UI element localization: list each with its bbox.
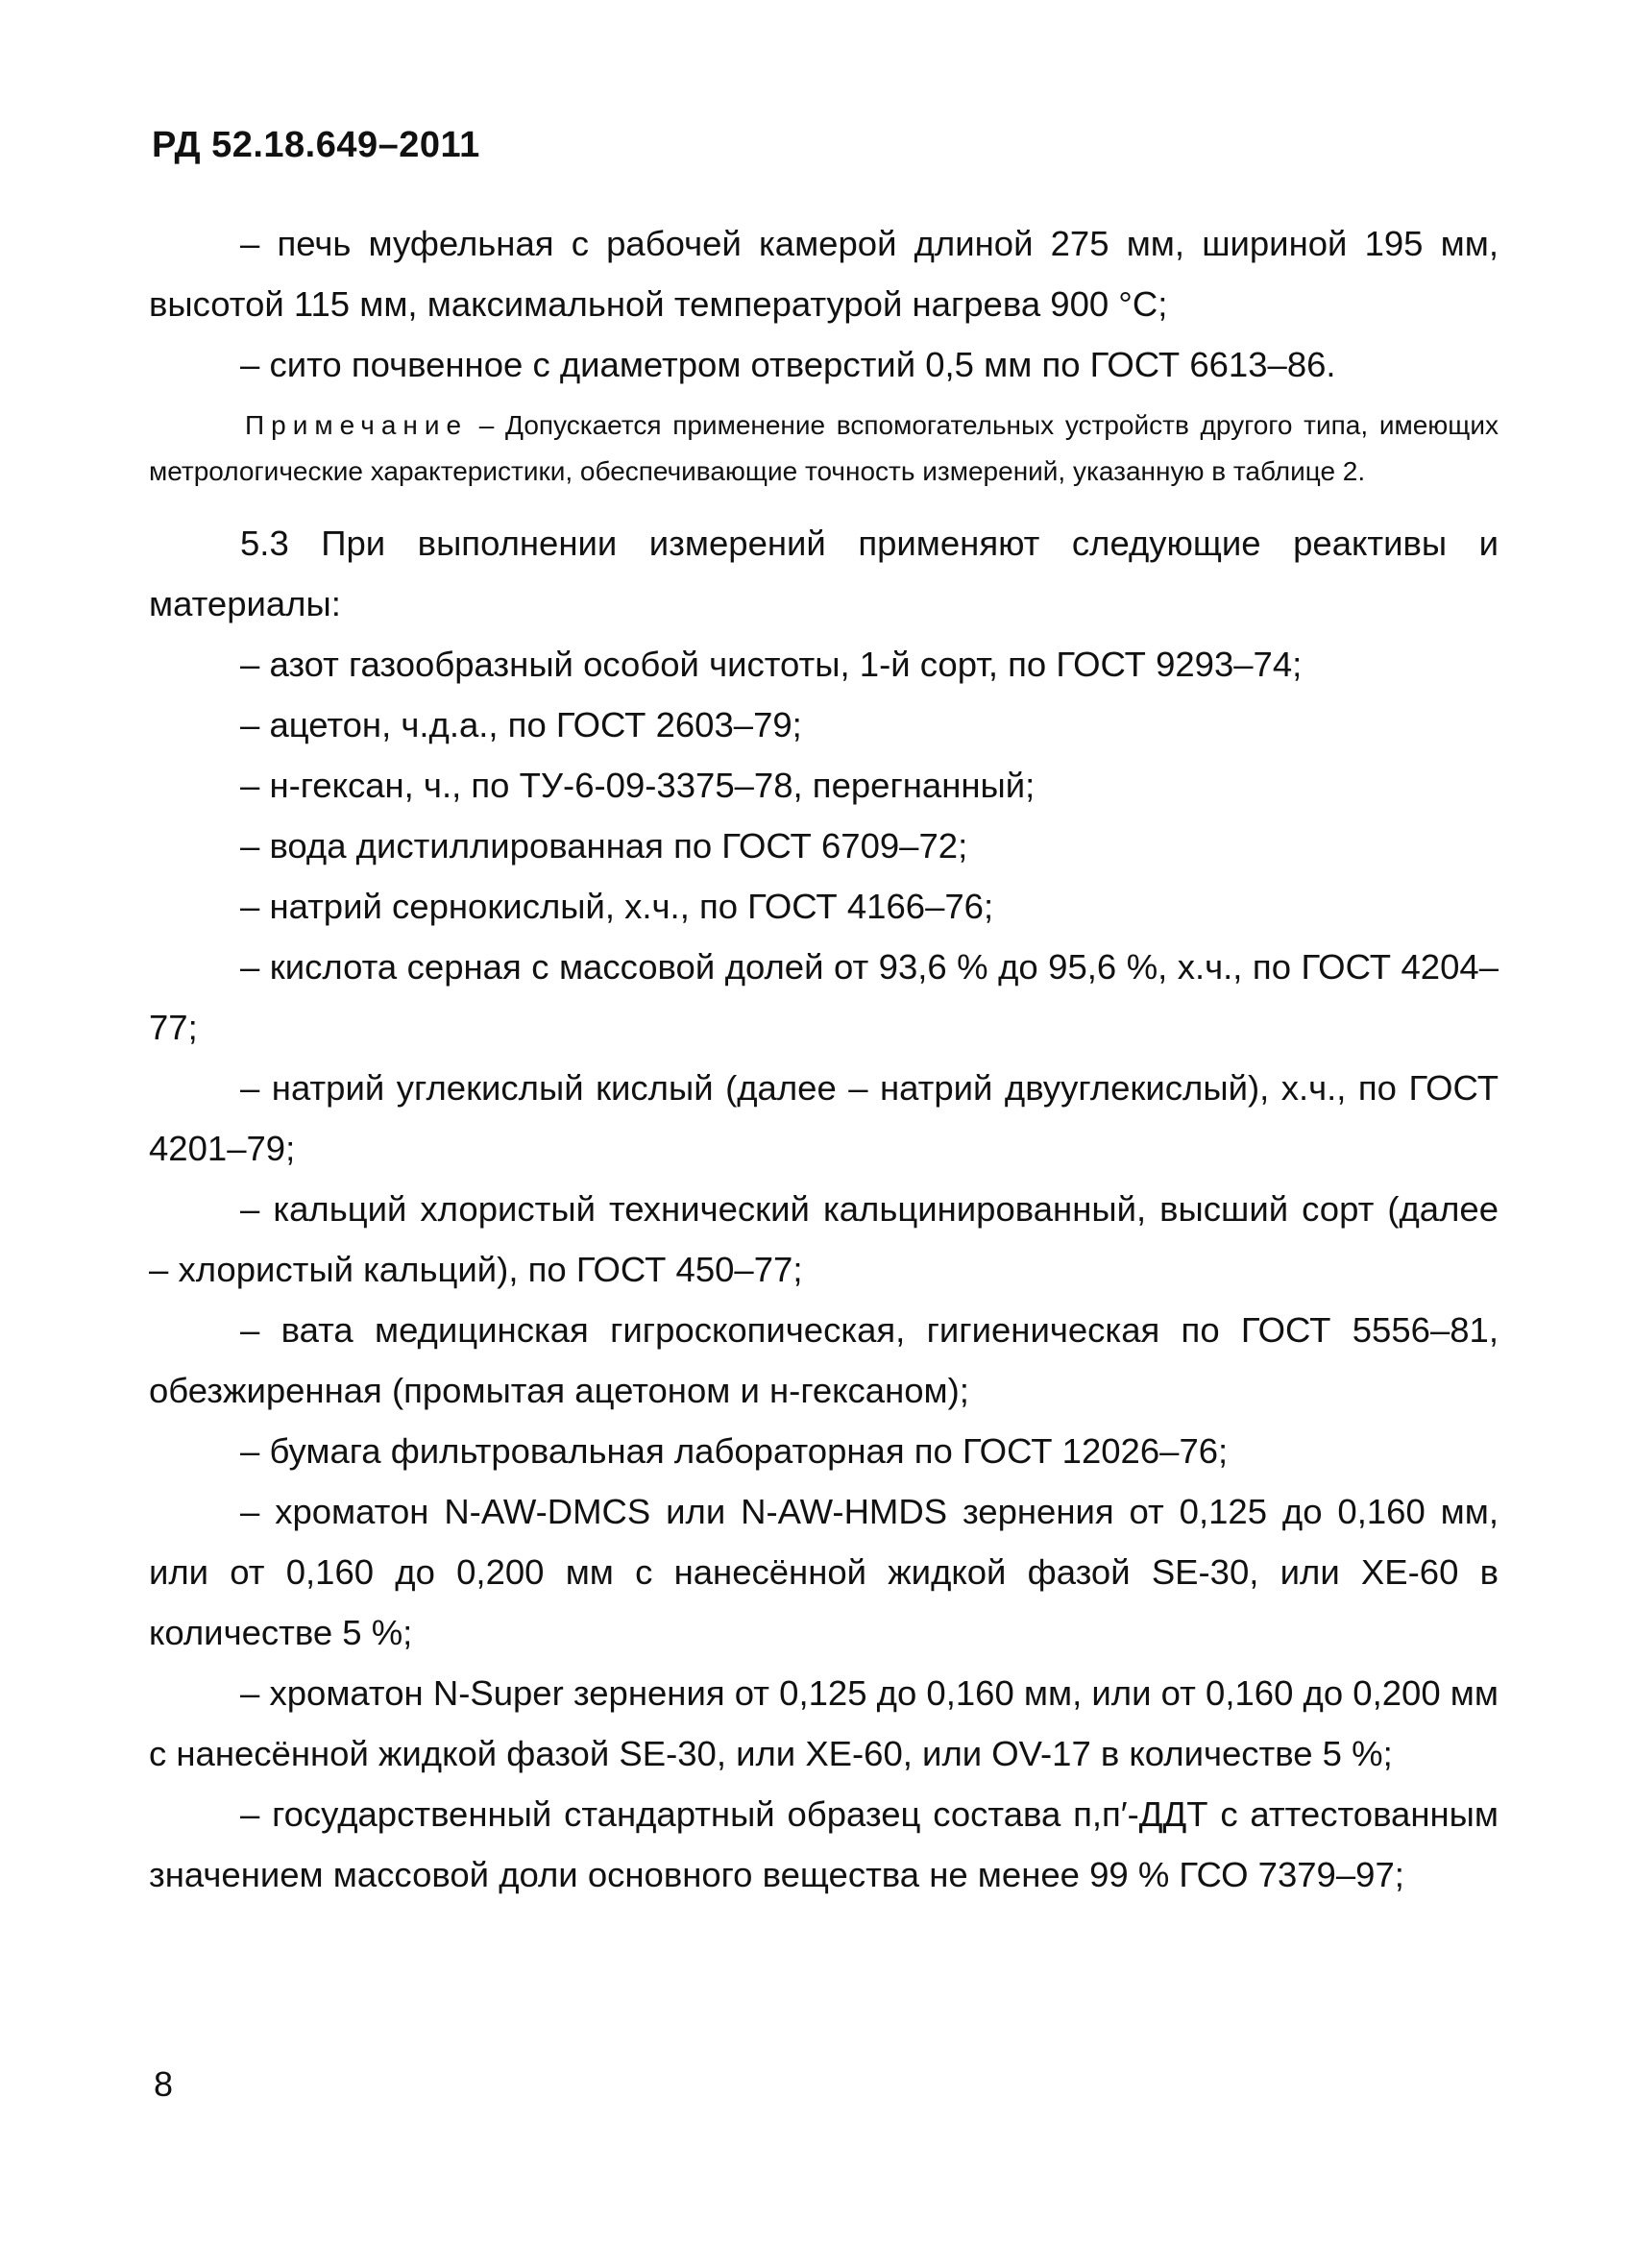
reagent-item: – кислота серная с массовой долей от 93,6 % до 95,6 %, х.ч., по ГОСТ 4204–77; [149,947,1499,1047]
reagent-item: – н-гексан, ч., по ТУ-6-09-3375–78, перегнанный; [240,766,1036,805]
equipment-item-muffle-furnace: – печь муфельная с рабочей камерой длиной 275 мм, шириной 195 мм, высотой 115 мм, максимальной температурой нагрева 900 °C; [149,224,1499,324]
document-body [149,213,1499,1905]
equipment-item-soil-sieve: – сито почвенное с диаметром отверстий 0,5 мм по ГОСТ 6613–86. [240,345,1336,384]
document-code-header: РД 52.18.649–2011 [152,125,480,165]
reagent-item: – азот газообразный особой чистоты, 1-й сорт, по ГОСТ 9293–74; [240,645,1303,684]
reagent-item: – вата медицинская гигроскопическая, гигиеническая по ГОСТ 5556–81, обезжиренная (промытая ацетоном и н-гексаном); [149,1310,1499,1410]
reagent-item: – вода дистиллированная по ГОСТ 6709–72; [240,826,968,866]
reagent-item: – кальций хлористый технический кальцинированный, высший сорт (далее – хлористый кальций), по ГОСТ 450–77; [149,1189,1499,1289]
page-number: 8 [154,2064,174,2104]
reagent-item: – хроматон N-AW-DMCS или N-AW-HMDS зернения от 0,125 до 0,160 мм, или от 0,160 до 0,200 мм с нанесённой жидкой фазой SE-30, или XE-60 в количестве 5 %; [149,1492,1499,1652]
reagent-item: – натрий углекислый кислый (далее – натрий двууглекислый), х.ч., по ГОСТ 4201–79; [149,1068,1499,1168]
reagent-item: – хроматон N-Super зернения от 0,125 до 0,160 мм, или от 0,160 до 0,200 мм с нанесённой жидкой фазой SE-30, или XE-60, или OV-17 в количестве 5 %; [149,1673,1499,1773]
reagent-item: – государственный стандартный образец состава п,п′-ДДТ с аттестованным значением массовой доли основного вещества не менее 99 % ГСО 7379–97; [149,1794,1499,1894]
note-label: Примечание [245,410,469,440]
reagent-item: – ацетон, ч.д.а., по ГОСТ 2603–79; [240,705,802,744]
section-5-3-intro: 5.3 При выполнении измерений применяют следующие реактивы и материалы: [149,524,1499,623]
note-text: – Допускается применение вспомогательных устройств другого типа, имеющих метрологические характеристики, обеспечивающие точность измерений, указанную в таблице 2. [149,410,1499,486]
reagent-item: – натрий сернокислый, х.ч., по ГОСТ 4166–76; [240,887,994,926]
note-paragraph [149,402,1499,495]
reagent-item: – бумага фильтровальная лабораторная по ГОСТ 12026–76; [240,1431,1229,1471]
